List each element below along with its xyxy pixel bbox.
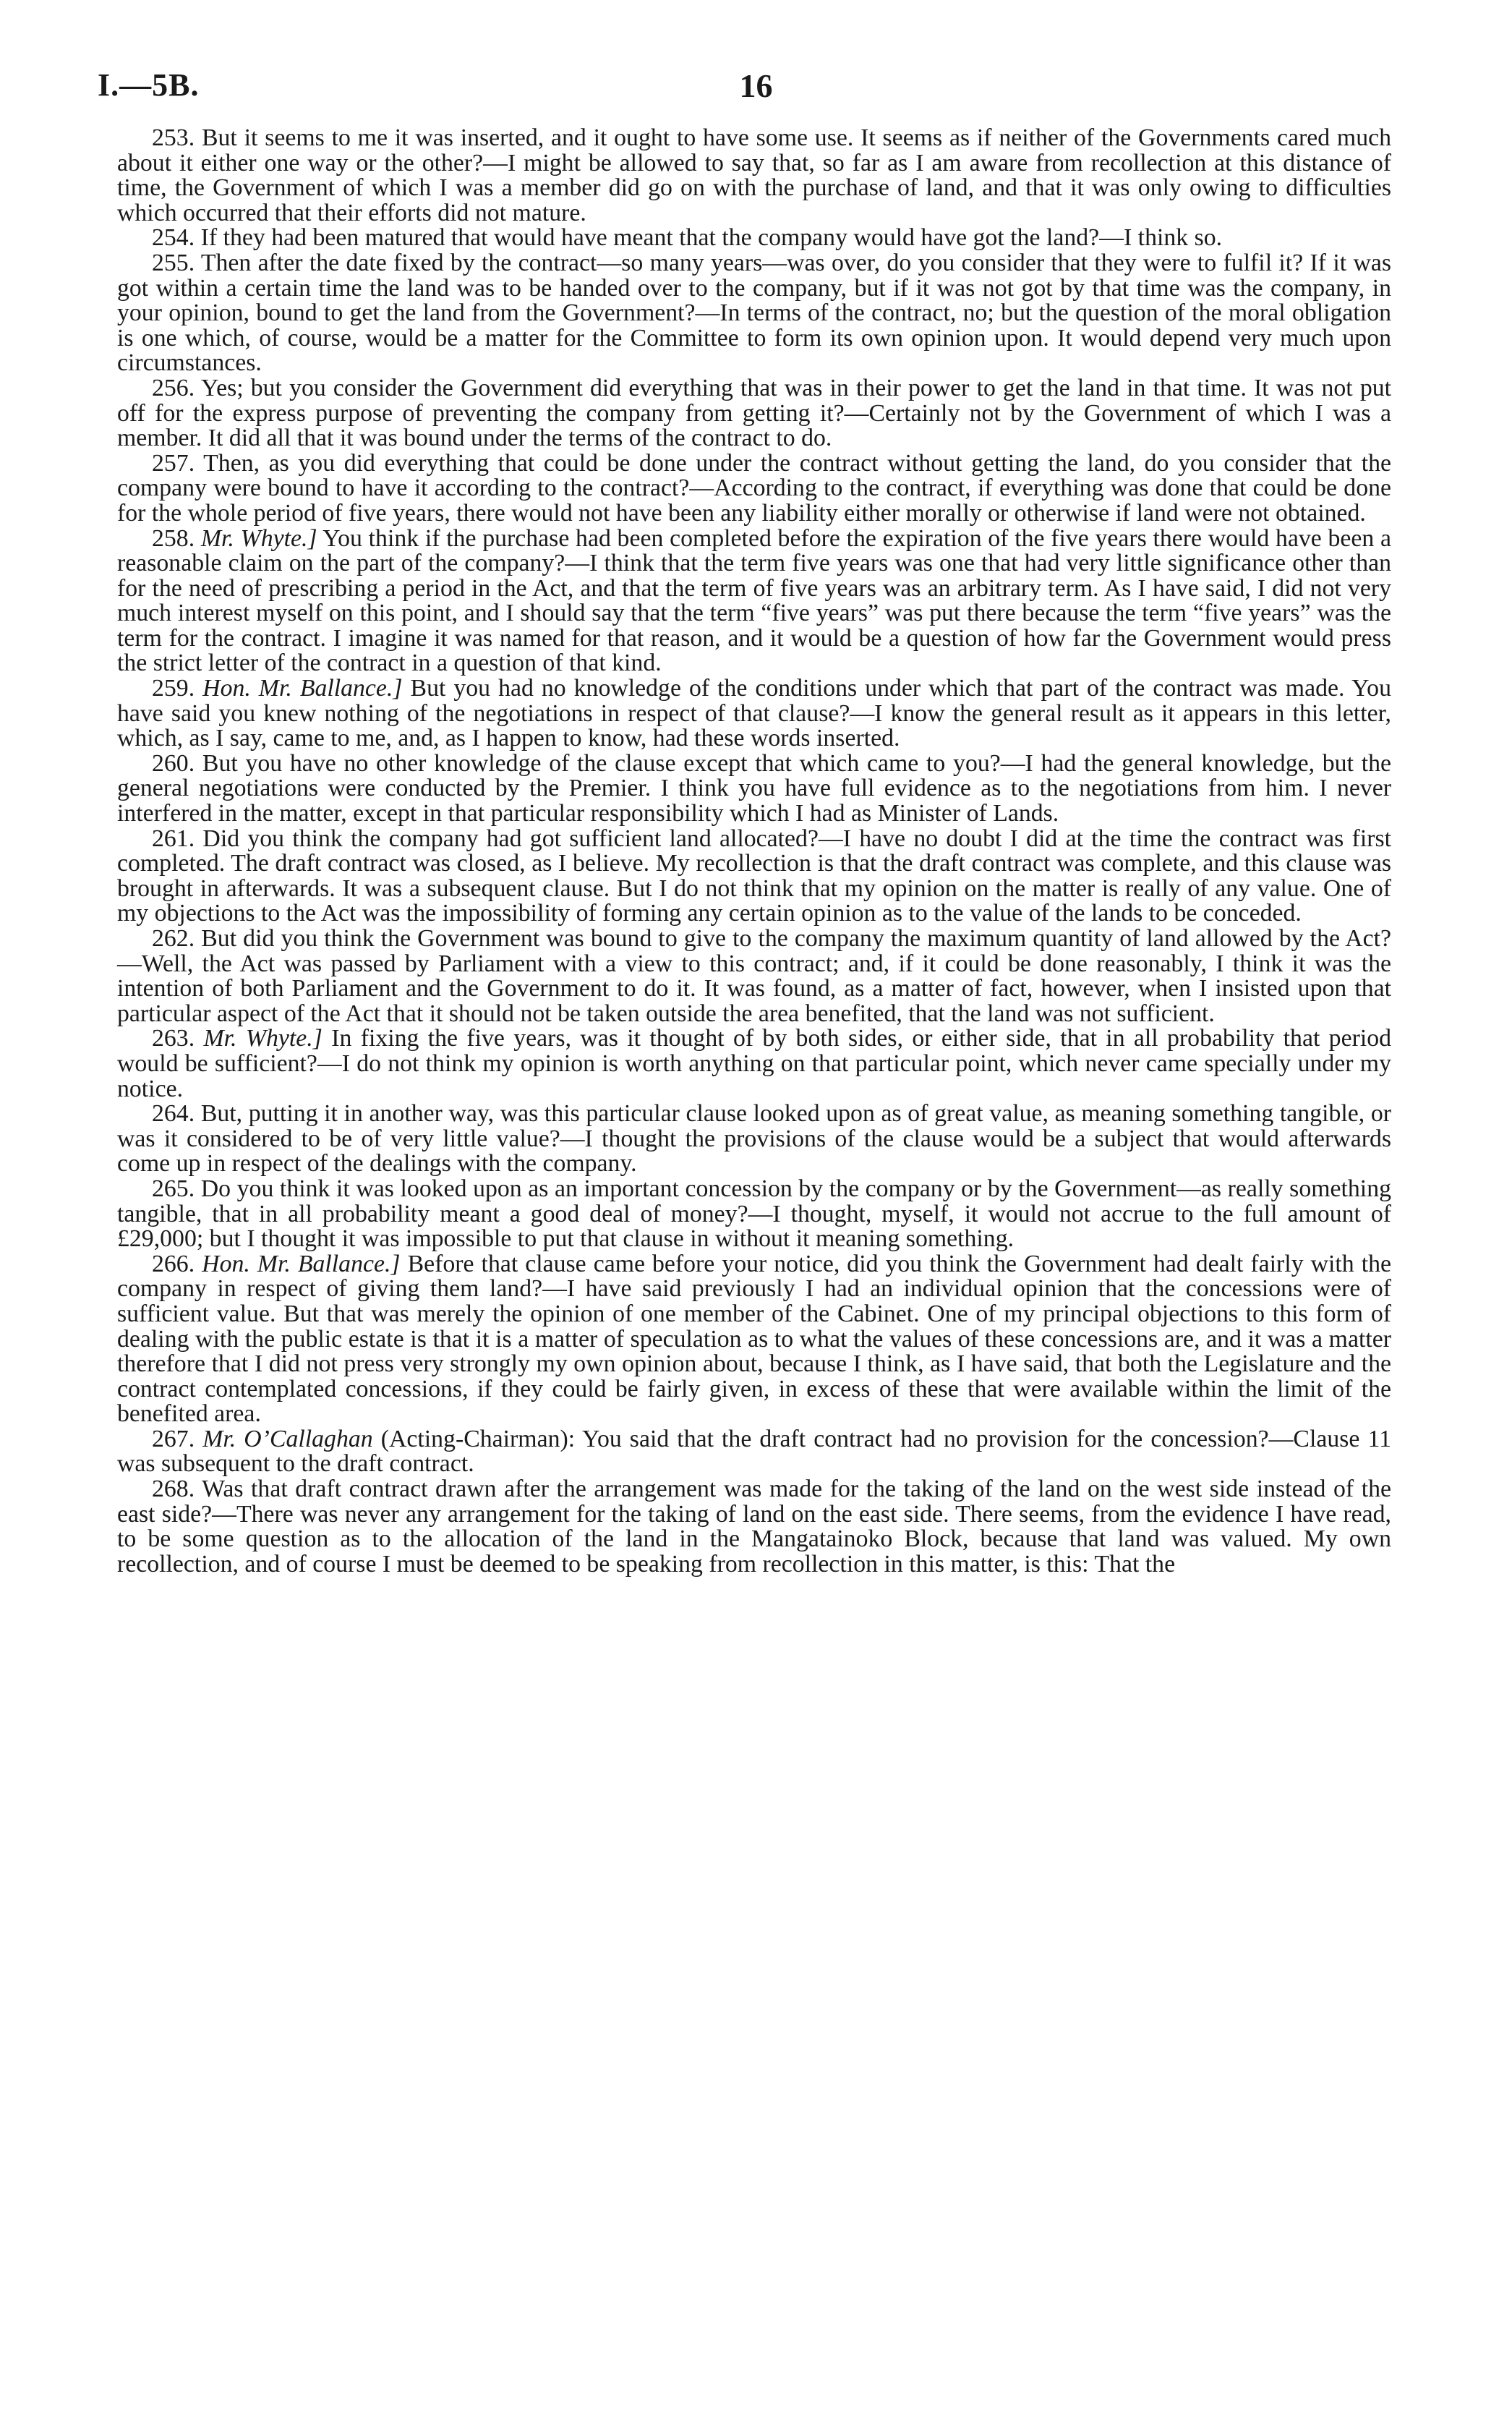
paragraph-text: Do you think it was looked upon as an important concession by the company or by the Government—as really something tangible, that in all probability meant a good deal of money?—I thought, myself, it would not accrue to the full amount of £29,000; but I thought it was impossible to put that clause in without it meaning something. <box>117 1175 1391 1253</box>
paragraph-261 <box>117 827 1391 927</box>
paragraph-text: Was that draft contract drawn after the arrangement was made for the taking of the land on the west side instead of the east side?—There was never any arrangement for the taking of land on the east side. There seems, from the evidence I have read, to be some question as to the allocation of the land in the Mangatainoko Block, because that land was valued. My own recollection, and of course I must be deemed to be speaking from recollection in this matter, is this: That the <box>117 1476 1391 1578</box>
paragraph-text: You think if the purchase had been completed before the expiration of the five years there would have been a reasonable claim on the part of the company?—I think that the term five years was one that had very little significance other than for the need of prescribing a period in the Act, and that the term of five years was an arbitrary term. As I have said, I did not very much interest myself on this point, and I should say that the term “five years” was put there because the term “five years” was the term for the contract. I imagine it was named for that reason, and it would be a question of how far the Government would press the strict letter of the contract in a question of that kind. <box>117 524 1391 677</box>
paragraph-number: 257. <box>152 449 195 477</box>
speaker-name: Mr. Whyte.] <box>203 1025 323 1052</box>
document-code: I.—5B. <box>98 67 200 103</box>
paragraph-263 <box>117 1026 1391 1102</box>
paragraph-266 <box>117 1252 1391 1427</box>
paragraph-255 <box>117 251 1391 376</box>
paragraph-text: But did you think the Government was bound to give to the company the maximum quantity of land allowed by the Act?—Well, the Act was passed by Parliament with a view to this contract; and, if it could be done reasonably, I think it was the intention of both Parliament and the Government to do it. It was found, as a matter of fact, however, when I insisted upon that particular aspect of the Act that it should not be taken outside the area benefited, that the land was not sufficient. <box>117 925 1391 1027</box>
paragraph-260 <box>117 749 1391 827</box>
paragraph-text: But it seems to me it was inserted, and it ought to have some use. It seems as if neither of the Governments cared much about it either one way or the other?—I might be allowed to say that, so far as I am aware from recollection at this distance of time, the Government of which I was a member did go on with the purchase of land, and that it was only owing to difficulties which occurred that their efforts did not mature. <box>117 124 1391 226</box>
paragraph-text: Yes; but you consider the Government did everything that was in their power to get the land in that time. It was not put off for the express purpose of preventing the company from getting it?—Certainly not by the Government of which I was a member. It did all that it was bound under the terms of the contract to do. <box>117 374 1392 452</box>
paragraph-number: 264. <box>152 1100 195 1128</box>
paragraph-253 <box>117 126 1391 226</box>
paragraph-text: In fixing the five years, was it thought of by both sides, or either side, that in all probability that period would be sufficient?—I do not think my opinion is worth anything on that particular point, which never came specially under my notice. <box>117 1025 1392 1102</box>
paragraph-number: 262. <box>152 925 195 952</box>
page-body <box>117 126 1391 1577</box>
paragraph-259 <box>117 676 1391 752</box>
paragraph-number: 256. <box>152 374 195 401</box>
paragraph-number: 266. <box>152 1250 195 1277</box>
paragraph-254 <box>117 226 1391 251</box>
paragraph-text: But you have no other knowledge of the clause except that which came to you?—I had the general knowledge, but the general negotiations were conducted by the Premier. I think you have full evidence as to the negotiations from him. I never interfered in the matter, except in that particular responsibility which I had as Minister of Lands. <box>117 749 1391 827</box>
paragraph-number: 260. <box>152 749 195 777</box>
speaker-name: Hon. Mr. Ballance.] <box>202 675 403 702</box>
paragraph-267 <box>117 1427 1391 1477</box>
speaker-role: (Acting-Chairman): <box>380 1425 576 1452</box>
page-header <box>98 67 1414 110</box>
speaker-name: Hon. Mr. Ballance.] <box>202 1250 401 1277</box>
paragraph-text: But you had no knowledge of the conditions under which that part of the contract was made. You have said you knew nothing of the negotiations in respect of that clause?—I know the general result as it appears in this letter, which, as I say, came to me, and, as I happen to know, had these words inserted. <box>117 675 1391 752</box>
paragraph-text: If they had been matured that would have meant that the company would have got the land?—I think so. <box>200 224 1223 252</box>
paragraph-number: 268. <box>152 1476 195 1503</box>
paragraph-number: 261. <box>152 825 195 852</box>
paragraph-number: 265. <box>152 1175 195 1202</box>
paragraph-256 <box>117 376 1391 451</box>
page-number: 16 <box>739 67 773 104</box>
paragraph-257 <box>117 451 1391 527</box>
paragraph-text: Did you think the company had got sufficient land allocated?—I have no doubt I did at the time the contract was first completed. The draft contract was closed, as I believe. My recollection is that the draft contract was complete, and this clause was brought in afterwards. It was a subsequent clause. But I do not think that my opinion on the matter is really of any value. One of my objections to the Act was the impossibility of forming any certain opinion as to the value of the lands to be conceded. <box>117 825 1392 927</box>
paragraph-264 <box>117 1102 1391 1177</box>
paragraph-text: You said that the draft contract had no provision for the concession?—Clause 11 was subsequent to the draft contract. <box>117 1425 1391 1478</box>
paragraph-262 <box>117 927 1391 1026</box>
speaker-name: Mr. O’Callaghan <box>202 1425 373 1452</box>
paragraph-text: Before that clause came before your notice, did you think the Government had dealt fairly with the company in respect of giving them land?—I have said previously I had an individual opinion that the concessions were of sufficient value. But that was merely the opinion of one member of the Cabinet. One of my principal objections to this form of dealing with the public estate is that it is a matter of speculation as to what the values of these concessions are, and it was a matter therefore that I did not press very strongly my own opinion about, because I think, as I have said, that both the Legislature and the contract contemplated concessions, if they could be fairly given, in excess of these that were available within the limit of the benefited area. <box>117 1250 1391 1428</box>
paragraph-number: 263. <box>152 1025 195 1052</box>
paragraph-number: 255. <box>152 249 195 276</box>
paragraph-number: 253. <box>152 124 195 151</box>
paragraph-number: 258. <box>152 524 195 552</box>
paragraph-text: But, putting it in another way, was this particular clause looked upon as of great value, as meaning something tangible, or was it considered to be of very little value?—I thought the provisions of the clause would be a subject that would afterwards come up in respect of the dealings with the company. <box>117 1100 1392 1178</box>
paragraph-258 <box>117 524 1391 677</box>
paragraph-number: 259. <box>152 675 195 702</box>
speaker-name: Mr. Whyte.] <box>200 524 317 552</box>
paragraph-268 <box>117 1477 1391 1577</box>
paragraph-text: Then, as you did everything that could be done under the contract without getting the land, do you consider that the company were bound to have it according to the contract?—According to the contract, if everything was done that could be done for the whole period of five years, there would not have been any liability either morally or otherwise if land were not obtained. <box>117 449 1392 527</box>
paragraph-number: 267. <box>152 1425 195 1452</box>
paragraph-text: Then after the date fixed by the contract—so many years—was over, do you consider that they were to fulfil it? If it was got within a certain time the land was to be handed over to the company, but if it was not got by that time was the company, in your opinion, bound to get the land from the Government?—In terms of the contract, no; but the question of the moral obligation is one which, of course, would be a matter for the Committee to form its own opinion upon. It would depend very much upon circumstances. <box>117 249 1392 377</box>
paragraph-265 <box>117 1177 1391 1252</box>
paragraph-number: 254. <box>152 224 195 252</box>
